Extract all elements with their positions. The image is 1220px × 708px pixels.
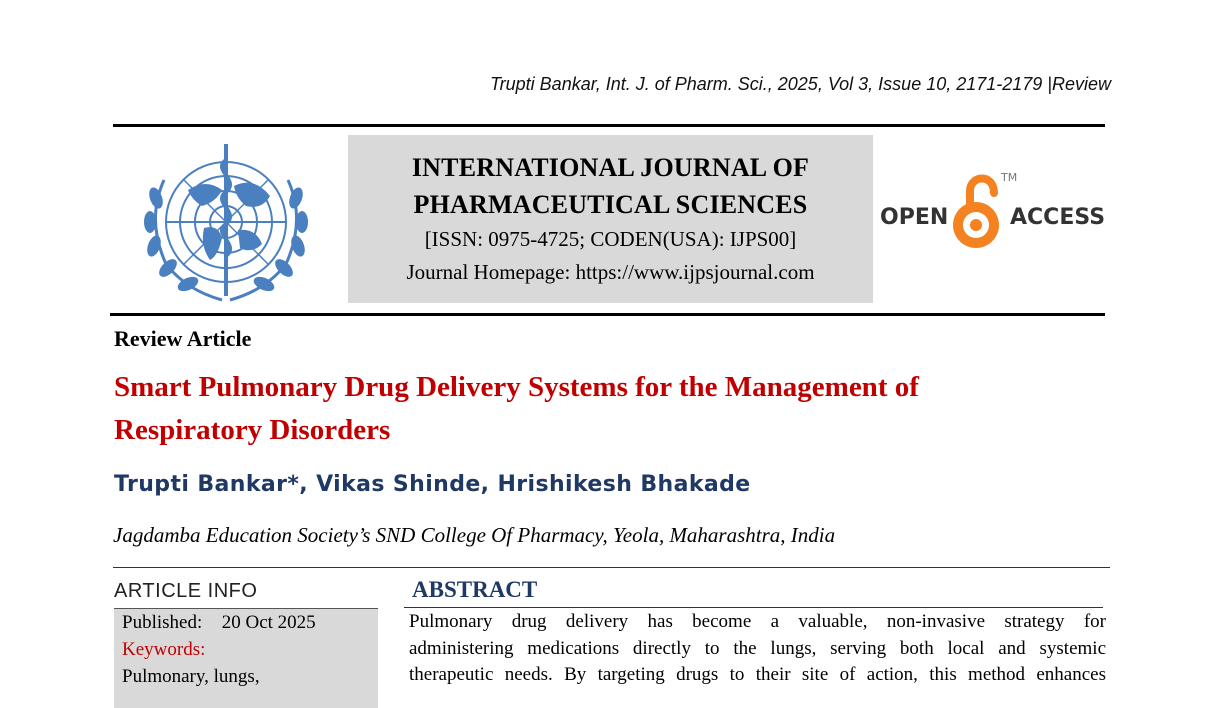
published-row (122, 609, 378, 636)
article-type: Review Article (114, 326, 252, 351)
journal-emblem-logo (126, 140, 326, 306)
keywords-label: Keywords: (122, 639, 206, 660)
abstract-rule (404, 607, 1103, 608)
published-date: 20 Oct 2025 (221, 612, 316, 633)
open-access-logo (878, 165, 1110, 255)
article-title-line2: Respiratory Disorders (114, 414, 391, 446)
abstract-line: administering medications directly to the lungs, serving both local and systemic (409, 637, 1106, 659)
top-rule (113, 124, 1105, 127)
abstract-heading: ABSTRACT (412, 577, 538, 602)
journal-issn: [ISSN: 0975-4725; CODEN(USA): IJPS00] (424, 227, 797, 251)
open-lock-icon (953, 179, 999, 249)
affiliation-rule (113, 567, 1110, 568)
keywords-text: Pulmonary, lungs, (122, 666, 260, 687)
article-title (114, 366, 1074, 452)
journal-name-line2: PHARMACEUTICAL SCIENCES (413, 190, 808, 219)
article-info-heading: ARTICLE INFO (114, 580, 258, 602)
open-access-tm: TM (1001, 171, 1018, 184)
masthead-bottom-rule (110, 313, 1105, 316)
open-access-right-text: ACCESS (1010, 205, 1106, 230)
author-list: Trupti Bankar*, Vikas Shinde, Hrishikesh Bhakade (114, 472, 751, 497)
article-info-box (114, 608, 378, 708)
abstract-line: therapeutic needs. By targeting drugs to their site of action, this method enhances (409, 664, 1106, 685)
journal-masthead (348, 135, 873, 303)
open-access-left-text: OPEN (880, 205, 949, 230)
article-title-line1: Smart Pulmonary Drug Delivery Systems for the Management of (114, 371, 919, 403)
journal-homepage[interactable]: Journal Homepage: https://www.ijpsjournal.com (406, 260, 815, 284)
affiliation: Jagdamba Education Society’s SND College Of Pharmacy, Yeola, Maharashtra, India (113, 523, 836, 547)
running-header: Trupti Bankar, Int. J. of Pharm. Sci., 2025, Vol 3, Issue 10, 2171-2179 |Review (490, 74, 1111, 94)
published-label: Published: (122, 612, 203, 633)
abstract-line: Pulmonary drug delivery has become a valuable, non-invasive strategy for (409, 611, 1106, 632)
journal-name-line1: INTERNATIONAL JOURNAL OF (411, 153, 810, 182)
abstract-body (409, 609, 1106, 689)
